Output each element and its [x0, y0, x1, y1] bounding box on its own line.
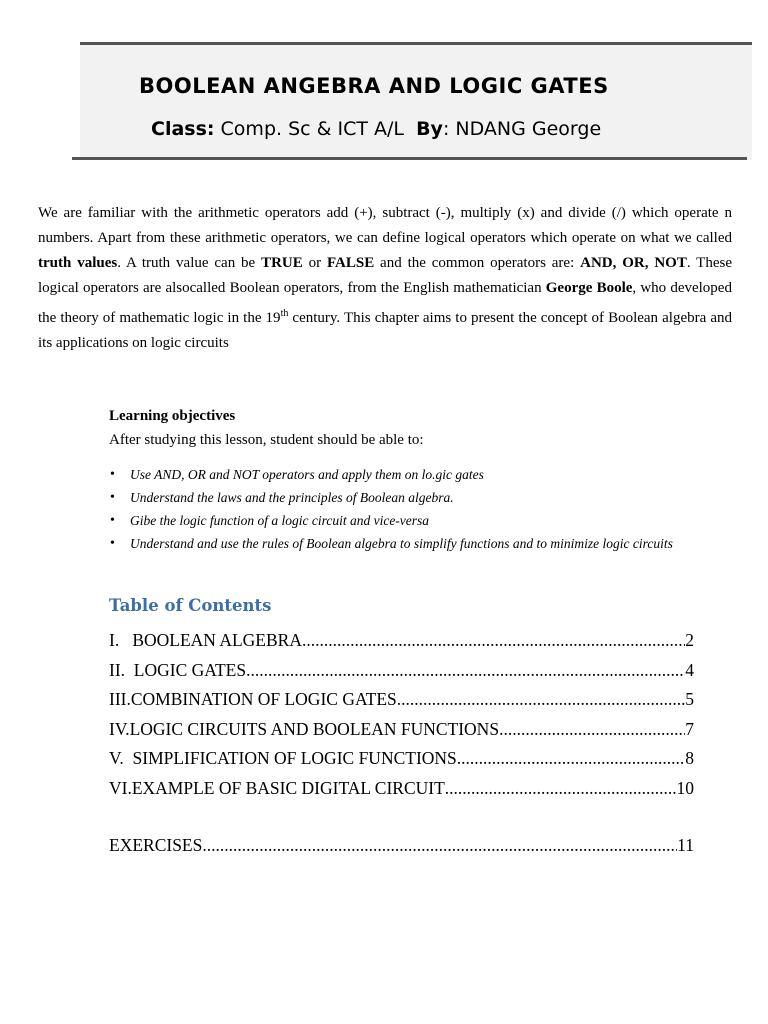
- objective-text: Understand the laws and the principles of Boolean algebra.: [130, 490, 454, 505]
- toc-entry-number: III.: [109, 689, 131, 709]
- toc-entry-text: BOOLEAN ALGEBRA: [132, 630, 302, 650]
- toc-entry-text: COMBINATION OF LOGIC GATES: [130, 689, 397, 709]
- toc-dot-leader: [457, 748, 685, 769]
- toc-entry-text: LOGIC CIRCUITS AND BOOLEAN FUNCTIONS: [129, 718, 500, 739]
- bullet-icon: •: [110, 536, 115, 551]
- document-title: BOOLEAN ANGEBRA AND LOGIC GATES: [139, 74, 609, 98]
- toc-dot-leader: [202, 835, 677, 856]
- list-item: [110, 510, 750, 533]
- intro-superscript: th: [280, 308, 289, 319]
- intro-paragraph: [38, 201, 732, 356]
- class-value: Comp. Sc & ICT A/L: [214, 118, 404, 140]
- intro-text: and the common operators are:: [374, 255, 581, 271]
- list-item: [110, 464, 750, 487]
- objective-text: Use AND, OR and NOT operators and apply them on lo.gic gates: [130, 467, 484, 482]
- author-name: : NDANG George: [442, 118, 602, 140]
- toc-entry-text: EXERCISES: [109, 835, 203, 855]
- header-box: [80, 42, 752, 160]
- by-label: By: [416, 118, 443, 140]
- toc-entry-number: V.: [109, 748, 133, 768]
- intro-text: . These logical operators are alsocalled Boolean operators, from the English mathematician: [38, 255, 732, 296]
- intro-bold-operators: AND, OR, NOT: [580, 255, 687, 271]
- intro-bold-false: FALSE: [326, 255, 375, 271]
- toc-entry-number: II.: [109, 659, 134, 680]
- intro-text: century. This chapter aims to present the concept of Boolean algebra and its applications on logic circuits: [38, 310, 732, 351]
- toc-dot-leader: [246, 660, 685, 681]
- document-subtitle: [151, 118, 601, 140]
- toc-entry-text: SIMPLIFICATION OF LOGIC FUNCTIONS: [132, 748, 457, 768]
- objective-text: Understand and use the rules of Boolean algebra to simplify functions and to minimize logic circuits: [130, 536, 673, 551]
- intro-text: . A truth value can be: [117, 255, 262, 271]
- objective-text: Gibe the logic function of a logic circuit and vice-versa: [130, 513, 430, 528]
- list-item: [110, 533, 750, 556]
- bullet-icon: •: [110, 513, 115, 528]
- toc-entry[interactable]: [109, 719, 694, 749]
- toc-entry-page: 10: [676, 777, 694, 798]
- list-item: [110, 487, 750, 510]
- toc-entry-page: 5: [685, 689, 694, 709]
- bullet-icon: •: [110, 467, 115, 482]
- objectives-list: [110, 464, 750, 556]
- toc-entry[interactable]: [109, 630, 694, 660]
- toc-entry[interactable]: [109, 660, 694, 690]
- table-of-contents: [109, 630, 694, 865]
- toc-dot-leader: [445, 778, 677, 799]
- toc-entry-page: 7: [685, 718, 694, 739]
- toc-entry-page: 2: [685, 630, 694, 650]
- intro-bold-george-boole: George Boole: [545, 280, 633, 296]
- toc-dot-leader: [499, 719, 685, 740]
- toc-entry[interactable]: [109, 748, 694, 778]
- toc-dot-leader: [397, 689, 685, 710]
- intro-text: , who developed the theory of mathematic logic in the 19: [38, 280, 732, 326]
- toc-entry-text: LOGIC GATES: [133, 659, 247, 680]
- toc-entry-page: 4: [685, 659, 694, 680]
- toc-entry[interactable]: [109, 689, 694, 719]
- intro-text: or: [302, 255, 327, 271]
- header-bottom-rule: [72, 157, 747, 160]
- bullet-icon: •: [110, 490, 115, 505]
- objectives-title: Learning objectives: [109, 408, 236, 424]
- toc-entry[interactable]: [109, 778, 694, 808]
- objectives-intro: After studying this lesson, student should be able to:: [109, 432, 424, 448]
- toc-entry-text: EXAMPLE OF BASIC DIGITAL CIRCUIT: [131, 777, 445, 798]
- toc-entry-number: I.: [109, 630, 133, 650]
- toc-entry-page: 8: [685, 748, 694, 768]
- intro-bold-truth-values: truth values: [38, 255, 118, 271]
- toc-dot-leader: [302, 630, 685, 651]
- toc-entry-page: 11: [677, 835, 694, 855]
- toc-entry-number: VI.: [109, 777, 132, 798]
- intro-bold-true: TRUE: [261, 255, 303, 271]
- toc-entry[interactable]: [109, 835, 694, 865]
- toc-title: Table of Contents: [109, 596, 272, 615]
- intro-text: We are familiar with the arithmetic operators add (+), subtract (-), multiply (x) and divide (/) which operate n numbers. Apart from these arithmetic operators, we can define logical operators which operate on what we called: [38, 205, 732, 246]
- header-top-rule: [80, 42, 752, 45]
- class-label: Class:: [151, 118, 215, 140]
- toc-entry-number: IV.: [109, 718, 130, 739]
